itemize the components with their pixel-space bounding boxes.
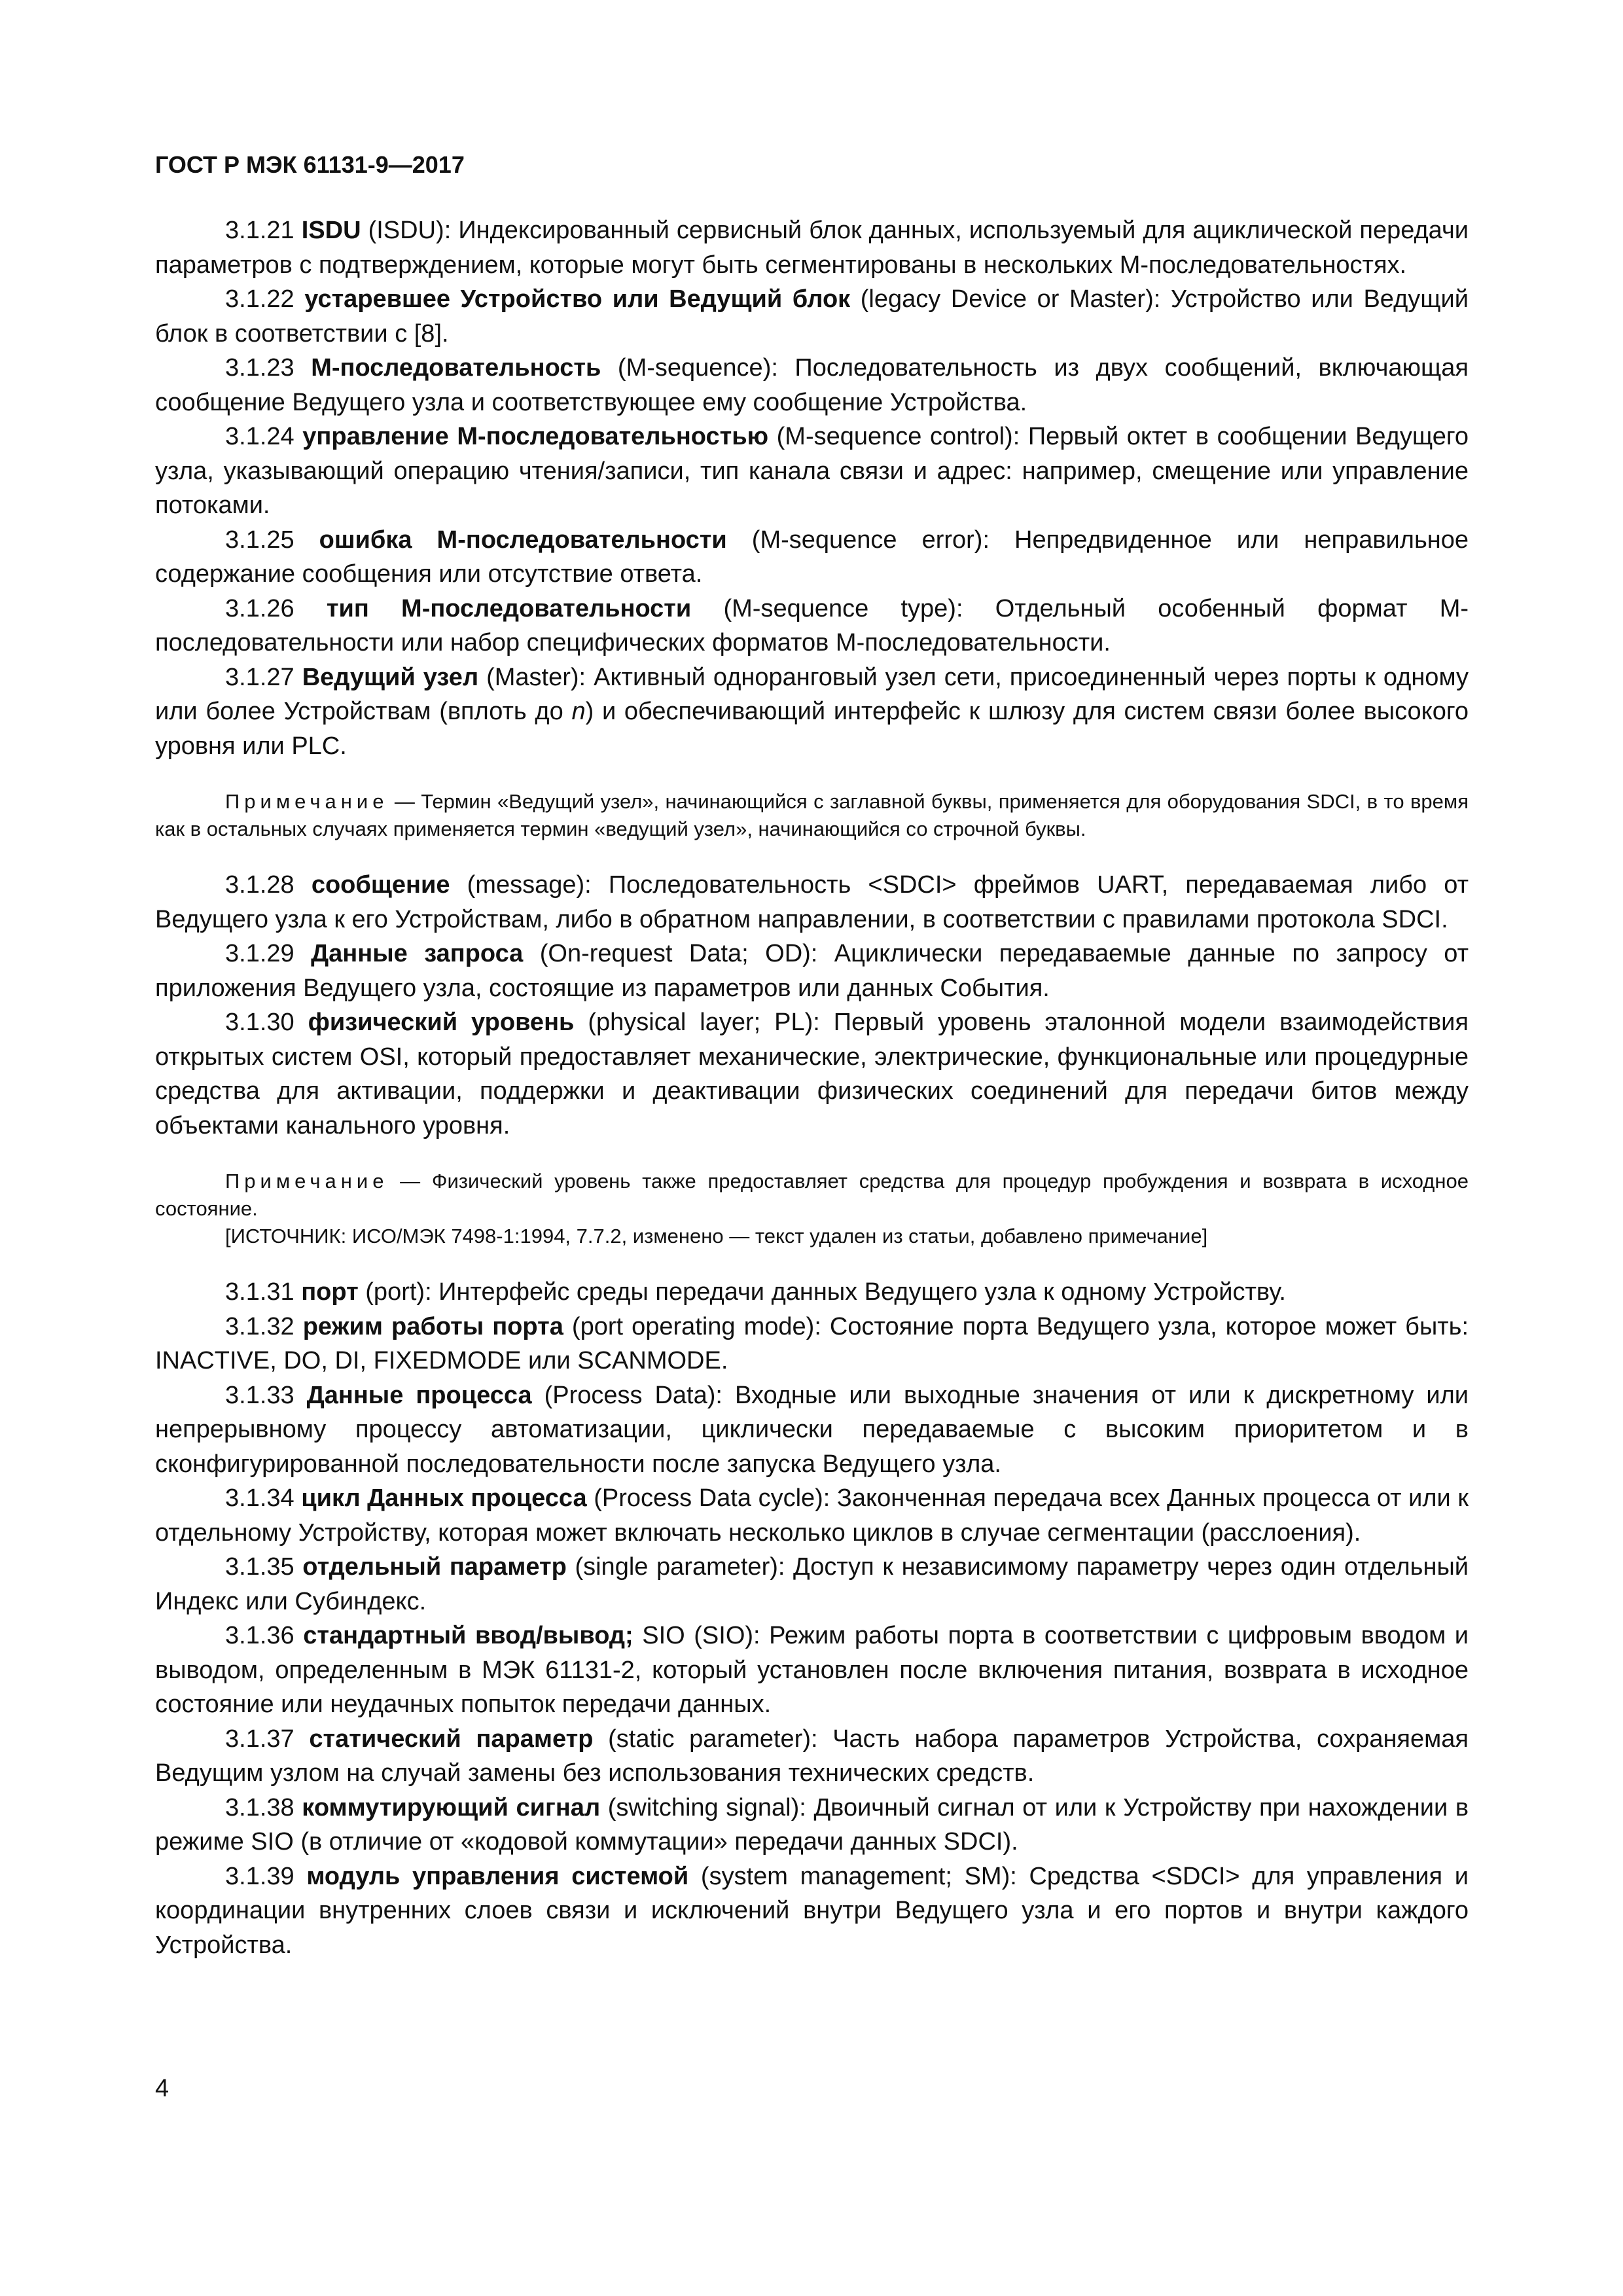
note-text: — Термин «Ведущий узел», начинающийся с заглавной буквы, применяется для оборудования SDCI, в то время как в остальных случаях применяется термин «ведущий узел», начинающийся со строчной буквы. bbox=[155, 790, 1469, 840]
term-definition: (M-sequence): Последовательность из двух сообщений, включающая сообщение Ведущего узла и соответствующее ему сообщение Устройства. bbox=[155, 354, 1469, 416]
term-definition: (static parameter): Часть набора параметров Устройства, сохраняемая Ведущим узлом на случай замены без использования технических средств. bbox=[155, 1725, 1469, 1787]
term-3-1-33 bbox=[155, 1378, 1469, 1482]
term-definition-end: ) и обеспечивающий интерфейс к шлюзу для систем связи более высокого уровня или PLC. bbox=[155, 698, 1469, 760]
term-definition: (M-sequence type): Отдельный особенный формат M-последовательности или набор специфических форматов M-последовательности. bbox=[155, 594, 1469, 656]
term-definition: (system management; SM): Средства <SDCI> для управления и координации внутренних слоев связи и исключений внутри Ведущего узла и его портов и внутри каждого Устройства. bbox=[155, 1862, 1469, 1959]
term-title: статический параметр bbox=[309, 1725, 594, 1753]
term-number: 3.1.33 bbox=[225, 1381, 294, 1409]
term-number: 3.1.36 bbox=[225, 1622, 294, 1649]
term-title: ISDU bbox=[301, 217, 361, 244]
document-page bbox=[155, 151, 1469, 1962]
term-definition: (port): Интерфейс среды передачи данных Ведущего узла к одному Устройству. bbox=[358, 1278, 1286, 1306]
term-3-1-34 bbox=[155, 1481, 1469, 1550]
term-title: физический уровень bbox=[308, 1009, 575, 1036]
term-3-1-30 bbox=[155, 1005, 1469, 1143]
term-3-1-22 bbox=[155, 282, 1469, 351]
note-text: — Физический уровень также предоставляет средства для процедур пробуждения и возврата в исходное состояние. bbox=[155, 1170, 1469, 1220]
term-3-1-21 bbox=[155, 213, 1469, 282]
term-title: устаревшее Устройство или Ведущий блок bbox=[304, 285, 851, 313]
term-definition: (single parameter): Доступ к независимому параметру через один отдельный Индекс или Субиндекс. bbox=[155, 1553, 1469, 1615]
term-number: 3.1.37 bbox=[225, 1725, 294, 1753]
note-2 bbox=[155, 1168, 1469, 1223]
term-number: 3.1.30 bbox=[225, 1009, 294, 1036]
page-number: 4 bbox=[155, 2075, 169, 2102]
term-3-1-31 bbox=[155, 1275, 1469, 1310]
term-number: 3.1.38 bbox=[225, 1793, 294, 1821]
term-3-1-32 bbox=[155, 1310, 1469, 1378]
document-header: ГОСТ Р МЭК 61131-9—2017 bbox=[155, 151, 465, 178]
term-title: порт bbox=[301, 1278, 359, 1306]
term-definition: (On-request Data; OD): Ациклически передаваемые данные по запросу от приложения Ведущего узла, состоящие из параметров или данных События. bbox=[155, 940, 1469, 1002]
term-3-1-37 bbox=[155, 1722, 1469, 1791]
term-definition: (Process Data cycle): Законченная передача всех Данных процесса от или к отдельному Устройству, которая может включать несколько циклов в случае сегментации (расслоения). bbox=[155, 1484, 1469, 1547]
term-definition: (Master): Активный одноранговый узел сети, присоединенный через порты к одному или более Устройствам (вплоть до bbox=[155, 663, 1469, 725]
term-3-1-28 bbox=[155, 868, 1469, 937]
term-number: 3.1.32 bbox=[225, 1312, 294, 1340]
term-number: 3.1.26 bbox=[225, 594, 294, 622]
term-3-1-24 bbox=[155, 420, 1469, 523]
term-number: 3.1.22 bbox=[225, 285, 294, 313]
term-number: 3.1.28 bbox=[225, 871, 294, 899]
term-italic: n bbox=[571, 698, 586, 725]
term-definition: (switching signal): Двоичный сигнал от или к Устройству при нахождении в режиме SIO (в отличие от «кодовой коммутации» передачи данных SDCI). bbox=[155, 1793, 1469, 1856]
term-number: 3.1.34 bbox=[225, 1484, 294, 1512]
note-label: Примечание bbox=[225, 1170, 389, 1193]
term-title: Данные запроса bbox=[311, 940, 524, 967]
term-definition: (M-sequence error): Непредвиденное или неправильное содержание сообщения или отсутствие ответа. bbox=[155, 526, 1469, 588]
term-3-1-35 bbox=[155, 1550, 1469, 1619]
term-title: цикл Данных процесса bbox=[301, 1484, 587, 1512]
term-title: коммутирующий сигнал bbox=[302, 1793, 601, 1821]
term-number: 3.1.31 bbox=[225, 1278, 294, 1306]
term-title: управление M-последовательностью bbox=[302, 423, 769, 450]
term-definition: (message): Последовательность <SDCI> фреймов UART, передаваемая либо от Ведущего узла к его Устройствам, либо в обратном направлении, в соответствии с правилами протокола SDCI. bbox=[155, 871, 1469, 933]
term-title: стандартный ввод/вывод; bbox=[303, 1622, 633, 1649]
term-3-1-26 bbox=[155, 592, 1469, 660]
term-3-1-27 bbox=[155, 660, 1469, 764]
note-label: Примечание bbox=[225, 790, 389, 813]
term-title: тип M-последовательности bbox=[326, 594, 692, 622]
term-3-1-39 bbox=[155, 1859, 1469, 1963]
term-definition: (M-sequence control): Первый октет в сообщении Ведущего узла, указывающий операцию чтения/записи, тип канала связи и адрес: например, смещение или управление потоками. bbox=[155, 423, 1469, 519]
term-number: 3.1.35 bbox=[225, 1553, 294, 1581]
term-number: 3.1.23 bbox=[225, 354, 294, 382]
term-number: 3.1.39 bbox=[225, 1862, 294, 1890]
term-3-1-25 bbox=[155, 523, 1469, 592]
term-number: 3.1.24 bbox=[225, 423, 294, 450]
term-number: 3.1.29 bbox=[225, 940, 294, 967]
term-number: 3.1.25 bbox=[225, 526, 294, 554]
term-definition: (port operating mode): Состояние порта Ведущего узла, которое может быть: INACTIVE, DO, DI, FIXEDMODE или SCANMODE. bbox=[155, 1312, 1469, 1374]
term-title: Данные процесса bbox=[306, 1381, 532, 1409]
term-title: режим работы порта bbox=[302, 1312, 563, 1340]
note-source: [ИСТОЧНИК: ИСО/МЭК 7498-1:1994, 7.7.2, изменено — текст удален из статьи, добавлено примечание] bbox=[225, 1225, 1208, 1247]
term-title: ошибка M-последовательности bbox=[319, 526, 727, 554]
note-1 bbox=[155, 788, 1469, 843]
term-3-1-29 bbox=[155, 937, 1469, 1005]
term-3-1-36 bbox=[155, 1619, 1469, 1722]
term-definition: (Process Data): Входные или выходные значения от или к дискретному или непрерывному процессу автоматизации, циклически передаваемые с высоким приоритетом и в сконфигурированной последовательности после запуска Ведущего узла. bbox=[155, 1381, 1469, 1478]
term-title: M-последовательность bbox=[311, 354, 601, 382]
term-definition: (legacy Device or Master): Устройство или Ведущий блок в соответствии с [8]. bbox=[155, 285, 1469, 348]
term-definition: SIO (SIO): Режим работы порта в соответствии с цифровым вводом и выводом, определенным в МЭК 61131-2, который установлен после включения питания, возврата в исходное состояние или неудачных попыток передачи данных. bbox=[155, 1622, 1469, 1718]
term-title: модуль управления системой bbox=[306, 1862, 689, 1890]
term-title: Ведущий узел bbox=[302, 663, 479, 691]
term-number: 3.1.27 bbox=[225, 663, 294, 691]
term-3-1-38 bbox=[155, 1791, 1469, 1859]
term-number: 3.1.21 bbox=[225, 217, 294, 244]
term-definition: (physical layer; PL): Первый уровень эталонной модели взаимодействия открытых систем OSI, который предоставляет механические, электрические, функциональные или процедурные средства для активации, поддержки и деактивации физических соединений для передачи битов между объектами канального уровня. bbox=[155, 1009, 1469, 1139]
term-title: сообщение bbox=[311, 871, 450, 899]
term-definition: (ISDU): Индексированный сервисный блок данных, используемый для ациклической передачи параметров с подтверждением, которые могут быть сегментированы в нескольких M-последовательностях. bbox=[155, 217, 1469, 279]
term-3-1-23 bbox=[155, 351, 1469, 420]
term-title: отдельный параметр bbox=[302, 1553, 567, 1581]
